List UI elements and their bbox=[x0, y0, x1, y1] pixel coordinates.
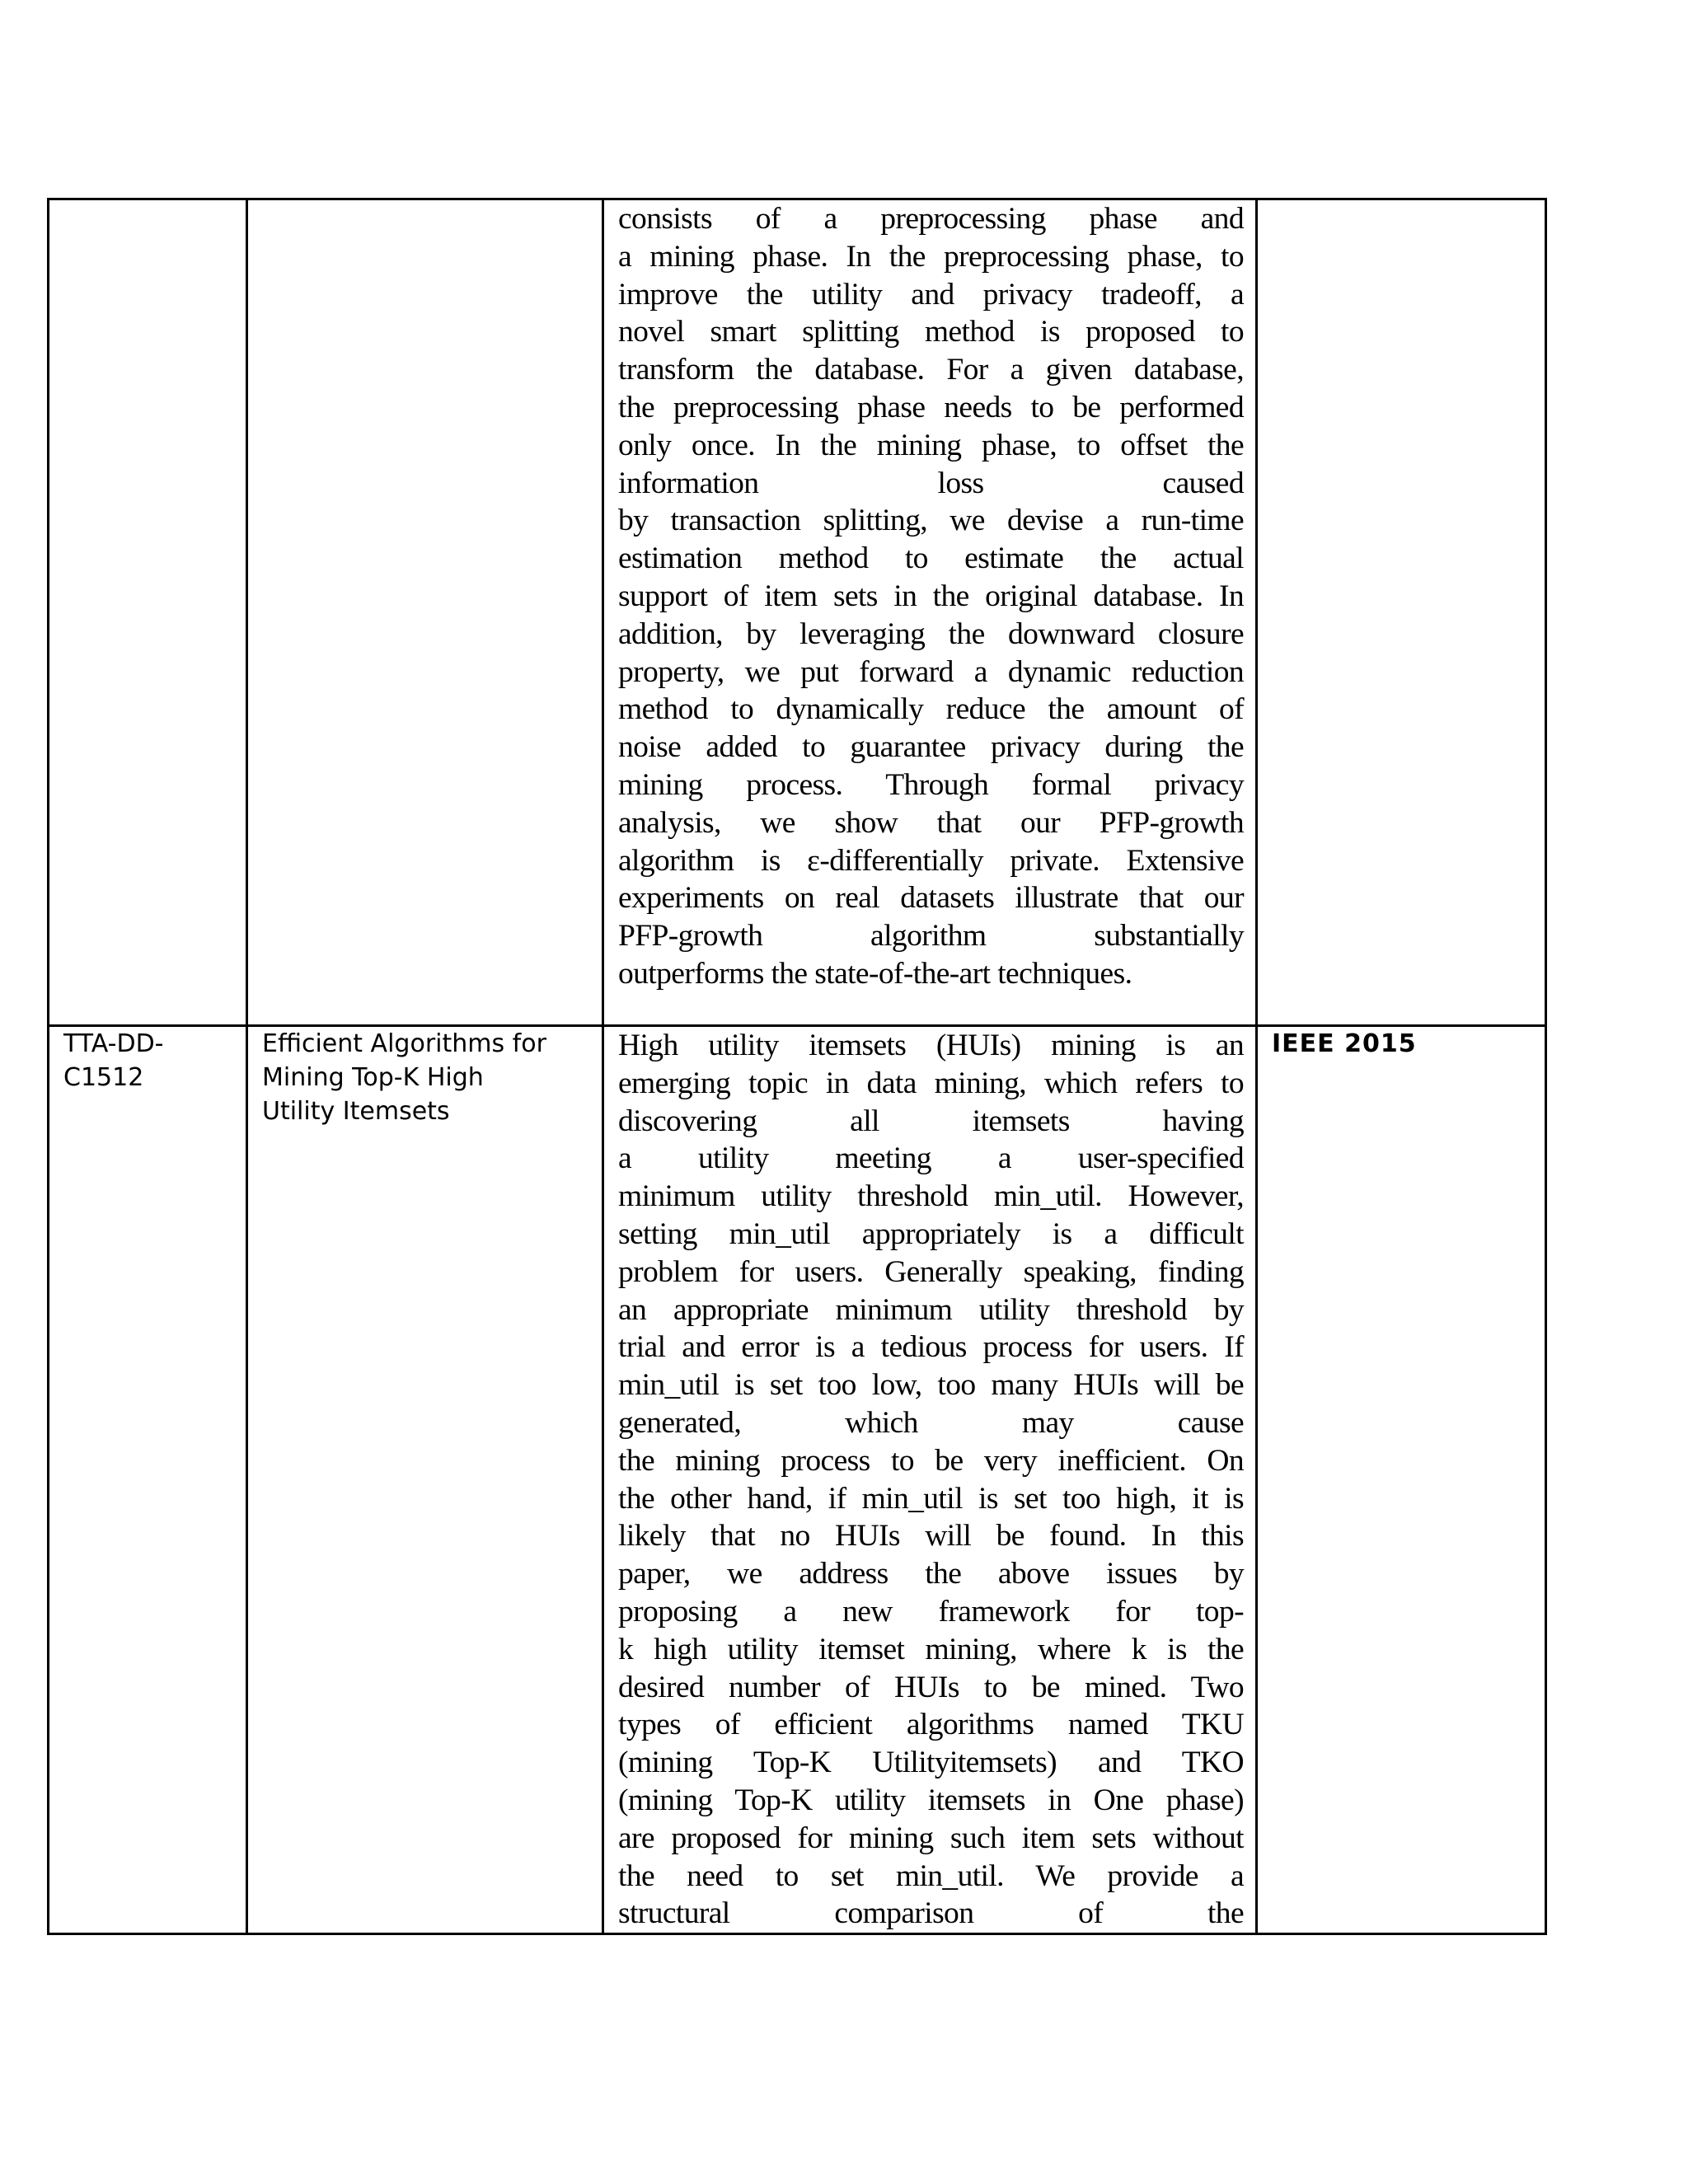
abstract-line: minimum utility threshold min_util. However, bbox=[618, 1179, 1244, 1214]
project-title: Efficient Algorithms for Mining Top-K High Utility Itemsets bbox=[262, 1029, 546, 1126]
abstract-line: the preprocessing phase needs to be performed bbox=[618, 390, 1244, 424]
abstract-text bbox=[604, 1027, 1255, 1933]
project-id-cell bbox=[49, 199, 247, 1026]
abstract-line: analysis, we show that our PFP-growth bbox=[618, 805, 1244, 840]
project-title-cell bbox=[247, 1026, 603, 1934]
abstract-line: setting min_util appropriately is a difficult bbox=[618, 1216, 1244, 1251]
abstract-line: desired number of HUIs to be mined. Two bbox=[618, 1670, 1244, 1704]
abstract-line: types of efficient algorithms named TKU bbox=[618, 1708, 1244, 1742]
abstract-line: outperforms the state-of-the-art techniques. bbox=[618, 956, 1132, 991]
abstract-text bbox=[604, 200, 1255, 993]
table-row bbox=[49, 199, 1546, 1026]
reference-cell bbox=[1257, 1026, 1546, 1934]
abstract-line: consists of a preprocessing phase and bbox=[618, 202, 1244, 236]
abstract-line: information loss caused bbox=[618, 466, 1244, 500]
publication-reference: IEEE 2015 bbox=[1272, 1029, 1417, 1058]
abstract-line: mining process. Through formal privacy bbox=[618, 767, 1244, 802]
abstract-line: High utility itemsets (HUIs) mining is an bbox=[618, 1029, 1244, 1062]
abstract-line: structural comparison of the bbox=[618, 1896, 1244, 1931]
project-title-cell bbox=[247, 199, 603, 1026]
project-id-cell bbox=[49, 1026, 247, 1934]
abstract-line: transform the database. For a given database, bbox=[618, 353, 1244, 387]
abstract-line: min_util is set too low, too many HUIs will be bbox=[618, 1368, 1244, 1403]
abstract-line: PFP-growth algorithm substantially bbox=[618, 919, 1244, 954]
abstract-line: improve the utility and privacy tradeoff, a bbox=[618, 277, 1244, 312]
abstract-line: are proposed for mining such item sets without bbox=[618, 1821, 1244, 1855]
table-row bbox=[49, 1026, 1546, 1934]
abstract-line: property, we put forward a dynamic reduction bbox=[618, 654, 1244, 689]
project-table bbox=[47, 198, 1547, 1935]
abstract-line: an appropriate minimum utility threshold by bbox=[618, 1292, 1244, 1327]
abstract-line: problem for users. Generally speaking, finding bbox=[618, 1254, 1244, 1289]
abstract-line: method to dynamically reduce the amount of bbox=[618, 692, 1244, 727]
abstract-line: generated, which may cause bbox=[618, 1405, 1244, 1440]
project-id: TTA-DD- C1512 bbox=[63, 1029, 164, 1092]
abstract-line: the other hand, if min_util is set too high, it is bbox=[618, 1481, 1244, 1516]
abstract-cell bbox=[603, 1026, 1257, 1934]
abstract-line: the mining process to be very inefficient. On bbox=[618, 1443, 1244, 1478]
abstract-line: a utility meeting a user-specified bbox=[618, 1141, 1244, 1176]
abstract-line: k high utility itemset mining, where k is the bbox=[618, 1632, 1244, 1666]
abstract-line: (mining Top-K utility itemsets in One phase) bbox=[618, 1783, 1244, 1817]
abstract-line: paper, we address the above issues by bbox=[618, 1557, 1244, 1591]
abstract-line: novel smart splitting method is proposed to bbox=[618, 315, 1244, 349]
abstract-line: proposing a new framework for top- bbox=[618, 1594, 1244, 1629]
abstract-line: algorithm is ε-differentially private. Extensive bbox=[618, 843, 1244, 878]
abstract-line: the need to set min_util. We provide a bbox=[618, 1858, 1244, 1893]
abstract-line: likely that no HUIs will be found. In this bbox=[618, 1519, 1244, 1554]
abstract-line: (mining Top-K Utilityitemsets) and TKO bbox=[618, 1746, 1244, 1780]
abstract-cell bbox=[603, 199, 1257, 1026]
abstract-line: trial and error is a tedious process for users. If bbox=[618, 1330, 1244, 1365]
abstract-line: emerging topic in data mining, which refers to bbox=[618, 1066, 1244, 1100]
abstract-line: only once. In the mining phase, to offset the bbox=[618, 428, 1244, 462]
abstract-line: estimation method to estimate the actual bbox=[618, 541, 1244, 576]
abstract-line: discovering all itemsets having bbox=[618, 1104, 1244, 1138]
reference-cell bbox=[1257, 199, 1546, 1026]
abstract-line: a mining phase. In the preprocessing phase, to bbox=[618, 239, 1244, 274]
abstract-line: support of item sets in the original database. In bbox=[618, 579, 1244, 613]
abstract-line: experiments on real datasets illustrate that our bbox=[618, 881, 1244, 916]
abstract-line: noise added to guarantee privacy during the bbox=[618, 730, 1244, 765]
abstract-line: addition, by leveraging the downward closure bbox=[618, 616, 1244, 651]
abstract-line: by transaction splitting, we devise a run-time bbox=[618, 504, 1244, 538]
